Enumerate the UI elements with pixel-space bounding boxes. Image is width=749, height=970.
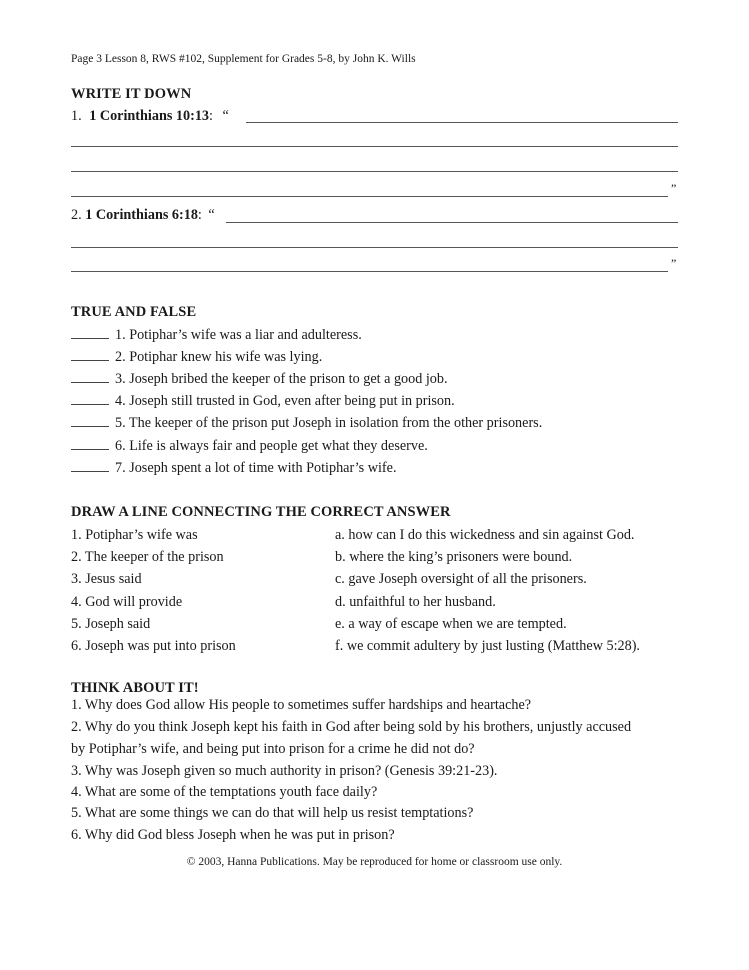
- true-false-item: 3. Joseph bribed the keeper of the prison to get a good job.: [71, 371, 448, 388]
- think-question: 2. Why do you think Joseph kept his faith in God after being sold by his brothers, unjustly accused: [71, 719, 632, 735]
- think-question: 5. What are some things we can do that will help us resist temptations?: [71, 805, 474, 821]
- think-title: THINK ABOUT IT!: [71, 680, 199, 696]
- copyright-footer: © 2003, Hanna Publications. May be reproduced for home or classroom use only.: [186, 856, 563, 868]
- true-false-title: TRUE AND FALSE: [71, 304, 197, 320]
- answer-blank[interactable]: [71, 415, 109, 427]
- page-header: Page 3 Lesson 8, RWS #102, Supplement for Grades 5-8, by John K. Wills: [71, 53, 416, 65]
- write-line[interactable]: [71, 146, 678, 147]
- answer-blank[interactable]: [71, 349, 109, 361]
- think-question: 1. Why does God allow His people to sometimes suffer hardships and heartache?: [71, 697, 532, 713]
- matching-title: DRAW A LINE CONNECTING THE CORRECT ANSWER: [71, 504, 451, 520]
- write-item-1-reference: 1 Corinthians 10:13: [89, 108, 210, 124]
- answer-blank[interactable]: [71, 460, 109, 472]
- true-false-item: 5. The keeper of the prison put Joseph in isolation from the other prisoners.: [71, 415, 542, 432]
- write-item-1-number: 1.: [71, 108, 82, 124]
- answer-blank[interactable]: [71, 438, 109, 450]
- answer-blank[interactable]: [71, 327, 109, 339]
- matching-left-item[interactable]: 5. Joseph said: [71, 616, 151, 632]
- write-item-1-close-quote: ”: [671, 181, 677, 195]
- think-question: 6. Why did God bless Joseph when he was put in prison?: [71, 827, 395, 843]
- write-line[interactable]: [71, 171, 678, 172]
- write-item-1: [71, 108, 229, 125]
- write-item-2-close-quote: ”: [671, 256, 677, 270]
- matching-right-item[interactable]: b. where the king’s prisoners were bound.: [335, 549, 573, 565]
- matching-right-item[interactable]: e. a way of escape when we are tempted.: [335, 616, 567, 632]
- write-line[interactable]: [71, 196, 668, 197]
- true-false-item: 7. Joseph spent a lot of time with Potiphar’s wife.: [71, 460, 397, 477]
- write-item-2-reference: 1 Corinthians 6:18: [85, 207, 198, 223]
- think-question: 3. Why was Joseph given so much authority in prison? (Genesis 39:21-23).: [71, 763, 498, 779]
- answer-blank[interactable]: [71, 393, 109, 405]
- write-item-2: [71, 207, 215, 224]
- think-question: 4. What are some of the temptations youth face daily?: [71, 784, 378, 800]
- matching-right-item[interactable]: d. unfaithful to her husband.: [335, 594, 496, 610]
- matching-left-item[interactable]: 3. Jesus said: [71, 571, 142, 587]
- write-line[interactable]: [71, 247, 678, 248]
- true-false-item: 4. Joseph still trusted in God, even after being put in prison.: [71, 393, 455, 410]
- matching-right-item[interactable]: c. gave Joseph oversight of all the prisoners.: [335, 571, 587, 587]
- think-question-continued: by Potiphar’s wife, and being put into prison for a crime he did not do?: [71, 741, 475, 757]
- write-it-down-title: WRITE IT DOWN: [71, 86, 192, 102]
- write-item-2-number: 2.: [71, 207, 82, 223]
- true-false-item: 1. Potiphar’s wife was a liar and adulteress.: [71, 327, 362, 344]
- write-item-2-open-quote: “: [208, 207, 215, 223]
- matching-left-item[interactable]: 1. Potiphar’s wife was: [71, 527, 198, 543]
- matching-left-item[interactable]: 4. God will provide: [71, 594, 183, 610]
- write-line[interactable]: [246, 122, 678, 123]
- matching-right-item[interactable]: a. how can I do this wickedness and sin against God.: [335, 527, 635, 543]
- true-false-item: 6. Life is always fair and people get what they deserve.: [71, 438, 428, 455]
- matching-right-item[interactable]: f. we commit adultery by just lusting (Matthew 5:28).: [335, 638, 640, 654]
- write-item-1-open-quote: “: [222, 108, 229, 124]
- matching-left-item[interactable]: 6. Joseph was put into prison: [71, 638, 236, 654]
- true-false-item: 2. Potiphar knew his wife was lying.: [71, 349, 322, 366]
- write-line[interactable]: [226, 222, 678, 223]
- write-item-2-colon: :: [197, 207, 202, 223]
- write-item-1-colon: :: [209, 108, 213, 124]
- write-line[interactable]: [71, 271, 668, 272]
- answer-blank[interactable]: [71, 371, 109, 383]
- matching-left-item[interactable]: 2. The keeper of the prison: [71, 549, 224, 565]
